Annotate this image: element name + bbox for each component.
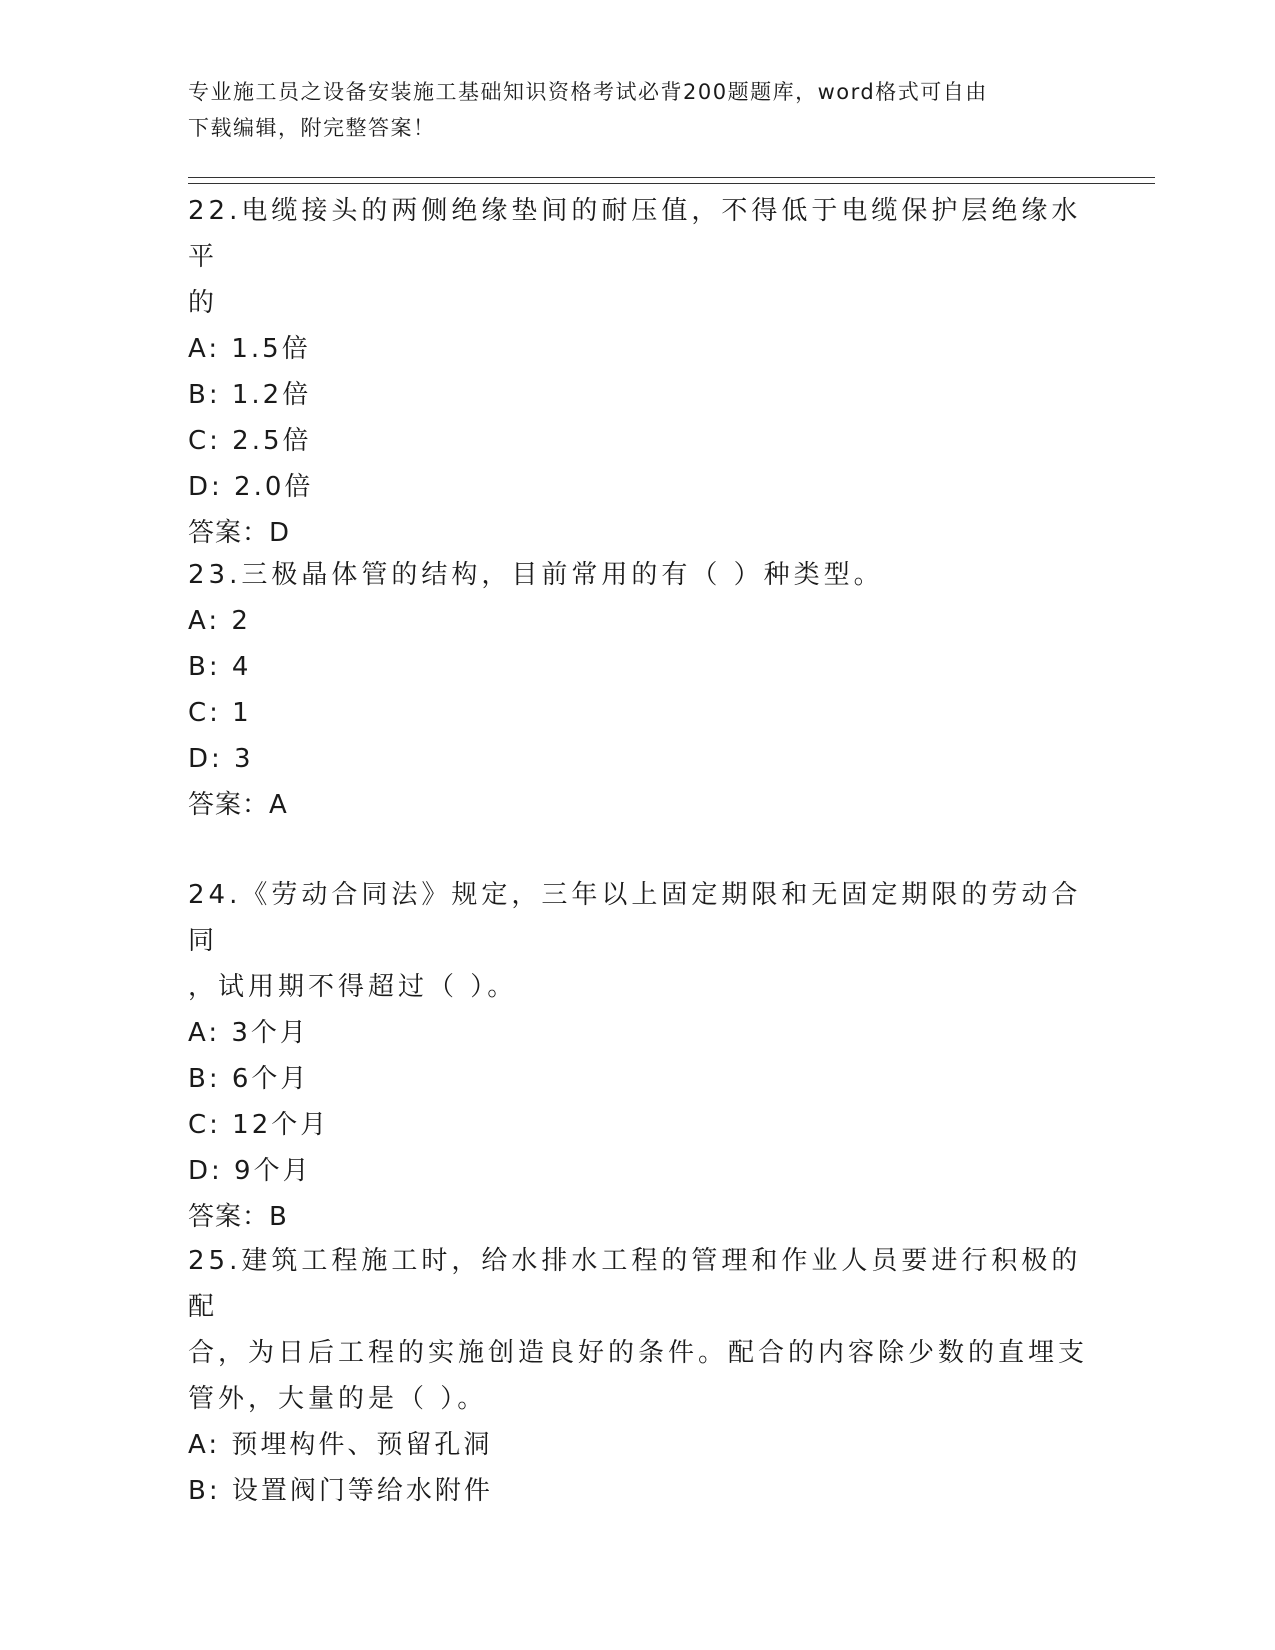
question-25	[188, 1238, 1088, 1514]
option-b: B: 6个月	[188, 1064, 310, 1094]
option-a: A: 3个月	[188, 1018, 309, 1048]
option-a: A: 2	[188, 606, 251, 636]
header-line-1: 专业施工员之设备安装施工基础知识资格考试必背200题题库，word格式可自由	[188, 80, 988, 104]
option-d: D: 3	[188, 744, 254, 774]
option-b: B: 设置阀门等给水附件	[188, 1476, 493, 1506]
option-d: D: 9个月	[188, 1156, 312, 1186]
option-d: D: 2.0倍	[188, 472, 314, 502]
question-stem-line: 22.电缆接头的两侧绝缘垫间的耐压值，不得低于电缆保护层绝缘水平	[188, 196, 1082, 272]
header-divider-bottom	[188, 183, 1155, 184]
answer-line: 答案：D	[188, 518, 291, 548]
option-a: A: 预埋构件、预留孔洞	[188, 1430, 493, 1460]
header-divider-top	[188, 177, 1155, 178]
question-stem-line: 管外，大量的是（ ）。	[188, 1384, 488, 1414]
option-c: C: 1	[188, 698, 252, 728]
answer-line: 答案：B	[188, 1202, 288, 1232]
document-header	[188, 74, 1088, 146]
question-stem-line: 24.《劳动合同法》规定，三年以上固定期限和无固定期限的劳动合同	[188, 880, 1082, 956]
option-b: B: 1.2倍	[188, 380, 312, 410]
question-stem-line: 的	[188, 288, 219, 318]
question-24	[188, 872, 1088, 1240]
header-line-2: 下载编辑，附完整答案！	[188, 116, 436, 140]
question-stem-line: 23.三极晶体管的结构，目前常用的有（ ）种类型。	[188, 560, 884, 590]
answer-line: 答案：A	[188, 790, 288, 820]
option-c: C: 12个月	[188, 1110, 330, 1140]
question-23	[188, 552, 1088, 828]
question-stem-line: ，试用期不得超过（ ）。	[188, 972, 518, 1002]
question-22	[188, 188, 1088, 556]
option-c: C: 2.5倍	[188, 426, 312, 456]
option-b: B: 4	[188, 652, 252, 682]
question-stem-line: 合，为日后工程的实施创造良好的条件。配合的内容除少数的直埋支	[188, 1338, 1089, 1368]
option-a: A: 1.5倍	[188, 334, 311, 364]
question-stem-line: 25.建筑工程施工时，给水排水工程的管理和作业人员要进行积极的配	[188, 1246, 1082, 1322]
